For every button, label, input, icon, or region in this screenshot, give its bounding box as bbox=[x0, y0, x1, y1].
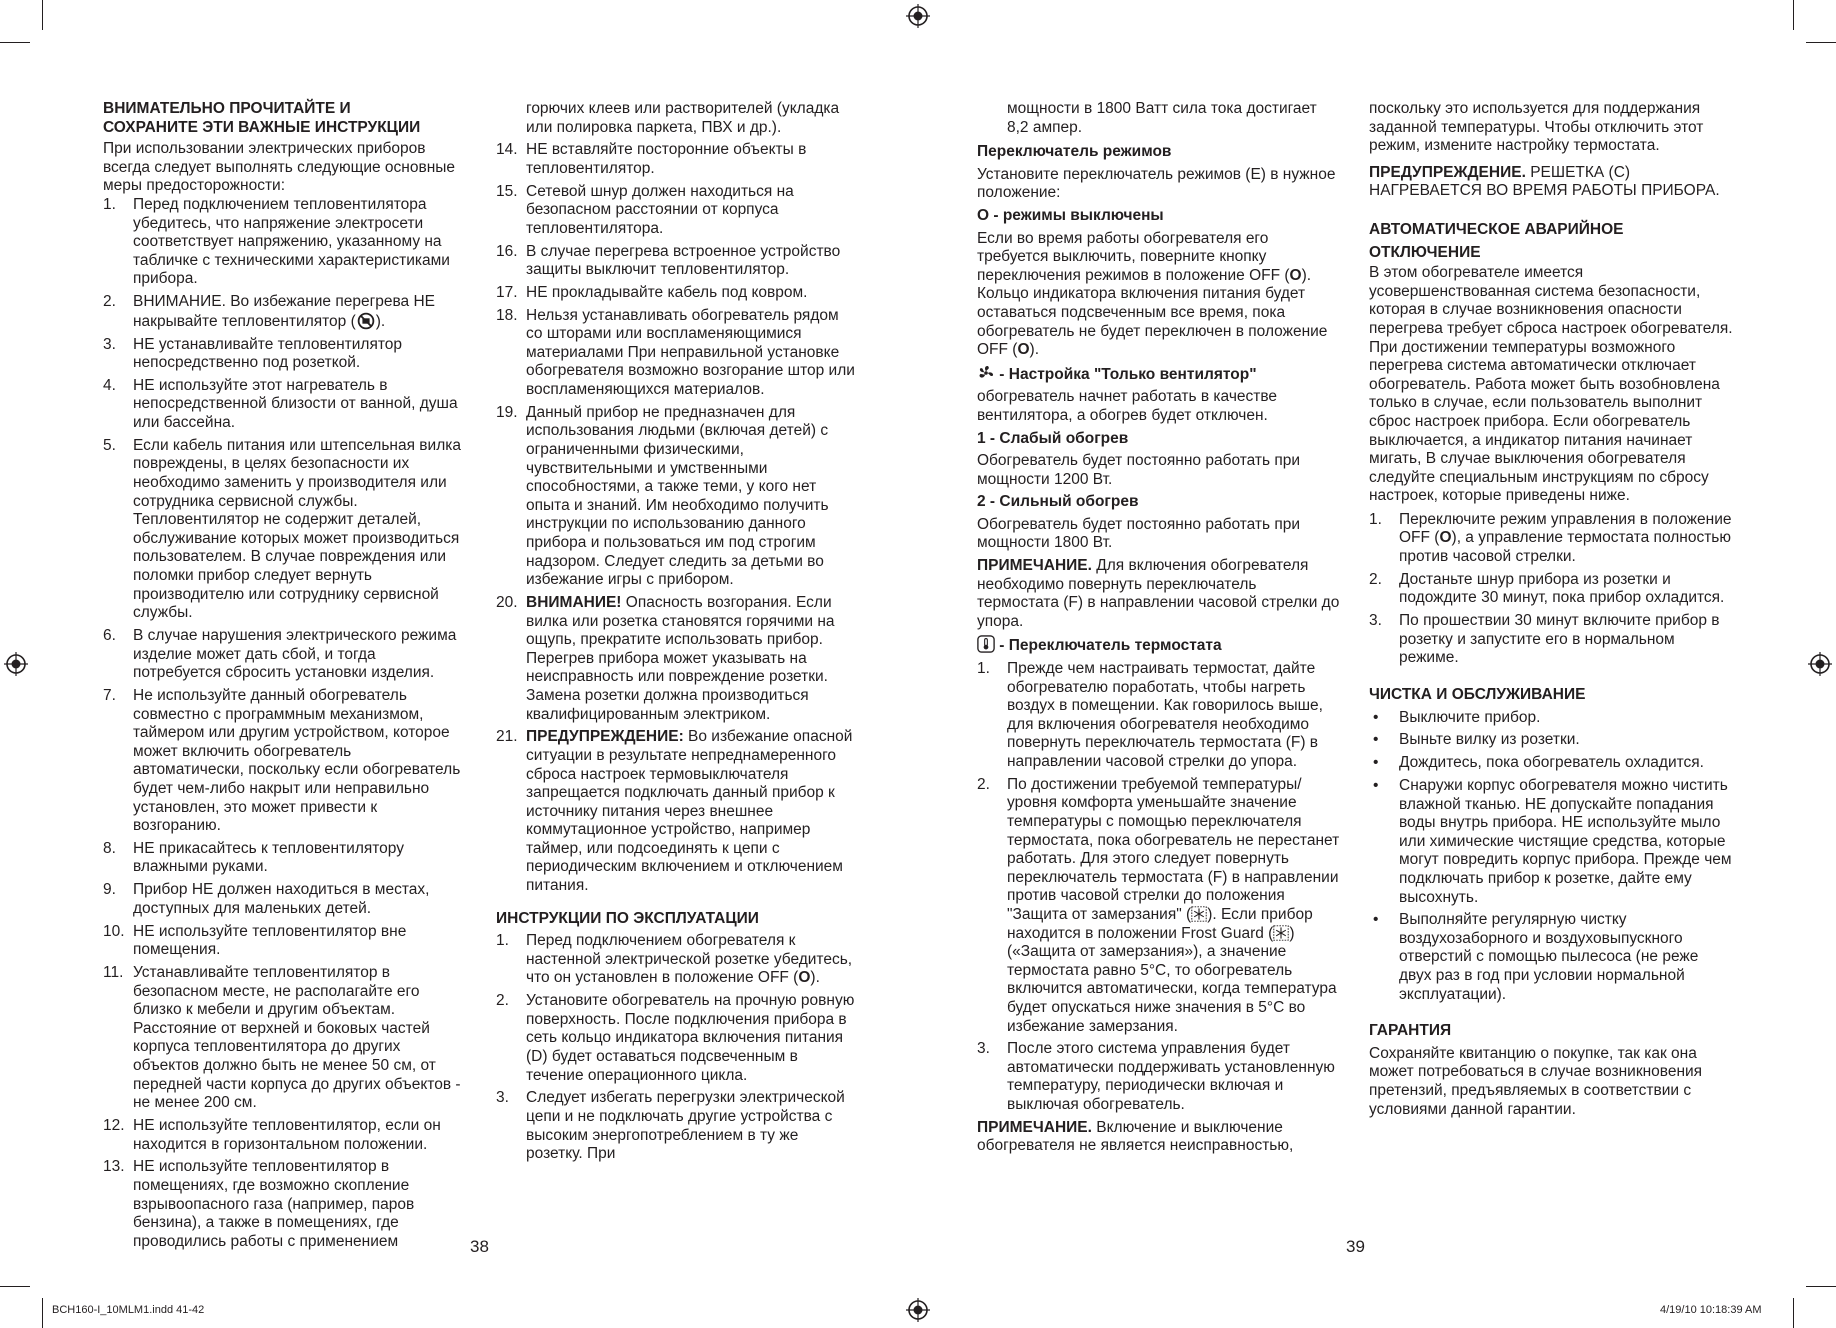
footer-timestamp: 4/19/10 10:18:39 AM bbox=[1660, 1304, 1762, 1316]
subsection-title: 1 - Слабый обогрев bbox=[977, 429, 1129, 447]
list-item: 3. НЕ устанавливайте тепловентилятор непосредственно под розеткой. bbox=[103, 335, 403, 372]
paragraph: Если во время работы обогревателя его требуется выключить, поверните кнопку переключения режимов в положение OFF (O). Кольцо индикатора включения питания будет оставаться подсвеченным все время, пока обогреватель не будет переключен в положение OFF (O). bbox=[977, 229, 1328, 359]
list-item: • Выньте вилку из розетки. bbox=[1373, 731, 1580, 749]
crop-mark bbox=[0, 1286, 30, 1287]
list-item: 1. Прежде чем настраивать термостат, дайте обогревателю поработать, чтобы нагреть воздух в помещении. Как говорилось выше, для включения обогревателя необходимо повернуть переключатель термостата (F) в направлении часовой стрелки до упора. bbox=[977, 660, 1323, 770]
safety-list bbox=[103, 196, 465, 1251]
crop-mark bbox=[1806, 1286, 1836, 1287]
list-item: 2. Достаньте шнур прибора из розетки и подождите 30 минут, пока прибор охладится. bbox=[1369, 570, 1725, 607]
list-item: 9. Прибор НЕ должен находиться в местах, доступных для маленьких детей. bbox=[103, 881, 430, 917]
note: ПРИМЕЧАНИЕ. Для включения обогревателя необходимо повернуть переключатель термостата (F) в направлении часовой стрелки до упора. bbox=[977, 557, 1340, 630]
column-2 bbox=[496, 100, 858, 1168]
list-item: • Выполняйте регулярную чистку воздухозаборного и воздуховыпускного отверстий с помощью пылесоса (не реже двух раз в год при условии нормальной эксплуатации). bbox=[1373, 911, 1699, 1003]
reset-list bbox=[1369, 511, 1733, 668]
crop-mark bbox=[1793, 0, 1794, 30]
list-item: 2. Установите обогреватель на прочную ровную поверхность. После подключения прибора в сеть кольцо индикатора включения питания (D) будет оставаться подсвеченным в течение операционного цикла. bbox=[496, 992, 855, 1084]
list-item: 14. НЕ вставляйте посторонние объекты в тепловентилятор. bbox=[496, 141, 807, 177]
registration-mark-icon bbox=[1808, 652, 1832, 676]
list-item: • Снаружи корпус обогревателя можно чистить влажной тканью. НЕ допускайте попадания воды внутрь прибора. НЕ используйте мыло или химические чистящие средства, которые могут повредить корпус прибора. Прежде чем подключать прибор к розетке, дайте ему высохнуть. bbox=[1373, 776, 1732, 906]
fan-icon bbox=[977, 364, 995, 382]
paragraph: В этом обогревателе имеется усовершенствованная система безопасности, которая в случае возникновения опасности перегрева требует сброса настроек обогревателя. При достижении температуры возможного перегрева система автоматически отключает обогреватель. Работа может быть возобновлена только в случае, если пользователь выполнит сброс настроек прибора. Если обогреватель выключается, а индикатор питания начинает мигать, В случае выключения обогревателя следуйте специальным инструкциям по сбросу настроек, которые приведены ниже. bbox=[1369, 264, 1733, 505]
section-title: СОХРАНИТЕ ЭТИ ВАЖНЫЕ ИНСТРУКЦИИ bbox=[103, 118, 421, 136]
section-title: ОТКЛЮЧЕНИЕ bbox=[1369, 243, 1481, 261]
paragraph: Обогреватель будет постоянно работать при мощности 1200 Вт. bbox=[977, 452, 1301, 488]
paragraph: Сохраняйте квитанцию о покупке, так как она может потребоваться в случае возникновения претензий, предъявляемых в соответствии с условиями данной гарантии. bbox=[1369, 1044, 1703, 1118]
section-title: ВНИМАТЕЛЬНО ПРОЧИТАЙТЕ И bbox=[103, 100, 351, 117]
page-number-right: 39 bbox=[1346, 1237, 1365, 1256]
footer-file-name: BCH160-I_10MLM1.indd 41-42 bbox=[52, 1304, 205, 1316]
subsection-title: - Настройка "Только вентилятор" bbox=[977, 364, 1341, 385]
subsection-title: O - режимы выключены bbox=[977, 206, 1164, 224]
list-item: 3. Следует избегать перегрузки электрической цепи и не подключать другие устройства с высоким энергопотреблением в ту же розетку. При bbox=[496, 1089, 845, 1163]
cleaning-list bbox=[1369, 709, 1733, 1005]
do-not-cover-icon bbox=[356, 312, 376, 330]
paragraph: поскольку это используется для поддержания заданной температуры. Чтобы отключить этот режим, измените настройку термостата. bbox=[1369, 100, 1704, 155]
crop-mark bbox=[0, 42, 30, 43]
list-item: 1. Переключите режим управления в положение OFF (O), а управление термостата полностью против часовой стрелки. bbox=[1369, 510, 1732, 566]
registration-mark-icon bbox=[4, 652, 28, 676]
crop-mark bbox=[42, 1298, 43, 1328]
section-title: АВТОМАТИЧЕСКОЕ АВАРИЙНОЕ bbox=[1369, 220, 1624, 238]
list-item: 2. ВНИМАНИЕ. Во избежание перегрева НЕ накрывайте тепловентилятор ( ). bbox=[103, 293, 436, 330]
list-item: 20. ВНИМАНИЕ! Опасность возгорания. Если вилка или розетка становятся горячими на ощупь, прекратите использовать прибор. Перегрев прибора может указывать на неисправность или повреждение розетки. Замена розетки должна производиться квалифицированным электриком. bbox=[496, 593, 835, 723]
paragraph: Установите переключатель режимов (E) в нужное положение: bbox=[977, 165, 1336, 202]
page-number-left: 38 bbox=[470, 1237, 489, 1256]
operation-list bbox=[496, 932, 858, 1164]
list-item: 15. Сетевой шнур должен находиться на безопасном расстоянии от корпуса тепловентилятора. bbox=[496, 182, 794, 237]
list-item: 13. НЕ используйте тепловентилятор в помещениях, где возможно скопление взрывоопасного газа (например, паров бензина), а также в помещениях, где проводились работы с применением bbox=[103, 1158, 415, 1250]
section-title: ГАРАНТИЯ bbox=[1369, 1022, 1452, 1040]
thermostat-icon bbox=[977, 635, 995, 653]
note: ПРИМЕЧАНИЕ. Включение и выключение обогревателя не является неисправностью, bbox=[977, 1118, 1294, 1155]
safety-list bbox=[496, 141, 858, 895]
list-item: 8. НЕ прикасайтесь к тепловентилятору влажными руками. bbox=[103, 839, 405, 876]
frost-guard-icon bbox=[1273, 925, 1289, 941]
list-item: • Дождитесь, пока обогреватель охладится. bbox=[1373, 754, 1704, 772]
list-item: 10. НЕ используйте тепловентилятор вне помещения. bbox=[103, 922, 407, 959]
registration-mark-icon bbox=[906, 1298, 930, 1322]
crop-mark bbox=[1806, 42, 1836, 43]
section-title: ИНСТРУКЦИИ ПО ЭКСПЛУАТАЦИИ bbox=[496, 909, 759, 927]
list-item-continuation: мощности в 1800 Ватт сила тока достигает 8,2 ампер. bbox=[1007, 100, 1317, 136]
subsection-title: Переключатель режимов bbox=[977, 143, 1172, 161]
column-3 bbox=[977, 100, 1341, 1160]
list-item: 1. Перед подключением обогревателя к настенной электрической розетке убедитесь, что он установлен в положение OFF (O). bbox=[496, 932, 853, 987]
list-item: 16. В случае перегрева встроенное устройство защиты выключит тепловентилятор. bbox=[496, 242, 841, 279]
list-item: 3. По прошествии 30 минут включите прибор в розетку и запустите его в нормальном режиме. bbox=[1369, 612, 1720, 667]
column-4 bbox=[1369, 100, 1733, 1123]
paragraph: Обогреватель будет постоянно работать при мощности 1800 Вт. bbox=[977, 515, 1301, 552]
section-title: ЧИСТКА И ОБСЛУЖИВАНИЕ bbox=[1369, 686, 1586, 703]
thermostat-list bbox=[977, 660, 1341, 1115]
list-item: 2. По достижении требуемой температуры/уровня комфорта уменьшайте значение температуры с помощью переключателя термостата, пока обогреватель не перестанет работать. Для этого следует повернуть переключатель термостата (F) в направлении против часовой стрелки до положения "Защита от замерзания" ( ). Если прибор находится в положении Frost Guard ( ) («Защита от замерзания»), а значение термостата равно 5°C, то обогреватель включится автоматически, когда температура будет опускаться ниже значения в 5°C во избежание замерзания. bbox=[977, 775, 1340, 1035]
list-item-continuation: горючих клеев или растворителей (укладка или полировка паркета, ПВХ и др.). bbox=[526, 100, 840, 136]
intro-text: При использовании электрических приборов всегда следует выполнять следующие основные меры предосторожности: bbox=[103, 140, 456, 195]
crop-mark bbox=[1793, 1298, 1794, 1328]
list-item: 6. В случае нарушения электрического режима изделие может дать сбой, и тогда потребуется сбросить установки изделия. bbox=[103, 626, 457, 682]
crop-mark bbox=[42, 0, 43, 30]
list-item: 4. НЕ используйте этот нагреватель в непосредственной близости от ванной, душа или бассейна. bbox=[103, 376, 458, 432]
list-item: 1. Перед подключением тепловентилятора убедитесь, что напряжение электросети соответствует напряжению, указанному на табличке с техническими характеристиками прибора. bbox=[103, 195, 450, 288]
subsection-title: 2 - Сильный обогрев bbox=[977, 493, 1139, 511]
list-item: 11. Устанавливайте тепловентилятор в безопасном месте, не располагайте его близко к мебели и другим объектам. Расстояние от верхней и боковых частей корпуса тепловентилятора до других объектов должно быть не менее 50 см, от передней части корпуса до других объектов - не менее 200 см. bbox=[103, 964, 461, 1112]
list-item: 19. Данный прибор не предназначен для использования людьми (включая детей) с ограниченными физическими, чувствительными и умственными способностями, а также теми, у кого нет опыта и знаний. Им необходимо получить инструкции по использованию данного прибора и пользоваться им под строгим надзором. Следует следить за детьми во избежание игры с прибором. bbox=[496, 403, 829, 589]
list-item: 3. После этого система управления будет автоматически поддерживать установленную температуру, периодически включая и выключая обогреватель. bbox=[977, 1040, 1335, 1114]
list-item: 12. НЕ используйте тепловентилятор, если он находится в горизонтальном положении. bbox=[103, 1116, 441, 1153]
warning: ПРЕДУПРЕЖДЕНИЕ. РЕШЕТКА (C) НАГРЕВАЕТСЯ ВО ВРЕМЯ РАБОТЫ ПРИБОРА. bbox=[1369, 163, 1720, 200]
frost-guard-icon bbox=[1191, 906, 1207, 922]
list-item: 21. ПРЕДУПРЕЖДЕНИЕ: Во избежание опасной ситуации в результате непреднамеренного сброса настроек термовыключателя запрещается подключать данный прибор к источнику питания через внешнее коммутационное устройство, например таймер, или подсоединять к цепи с периодическим включением и отключением питания. bbox=[496, 728, 853, 895]
list-item: 18. Нельзя устанавливать обогреватель рядом со шторами или воспламеняющимися материалами При неправильной установке обогревателя возможно возгорание штор или воспламеняющихся материалов. bbox=[496, 306, 855, 399]
subsection-title: - Переключатель термостата bbox=[977, 635, 1341, 656]
paragraph: обогреватель начнет работать в качестве вентилятора, а обогрев будет отключен. bbox=[977, 388, 1278, 424]
list-item: 5. Если кабель питания или штепсельная вилка повреждены, в целях безопасности их необходимо заменить у производителя или сотрудника сервисной службы. Тепловентилятор не содержит деталей, обслуживание которых может производиться пользователем. В случае повреждения или поломки прибор следует вернуть производителю или сотруднику сервисной службы. bbox=[103, 436, 461, 622]
list-item: • Выключите прибор. bbox=[1373, 708, 1541, 726]
list-item: 17. НЕ прокладывайте кабель под ковром. bbox=[496, 283, 808, 301]
column-1 bbox=[103, 100, 465, 1255]
list-item: 7. Не используйте данный обогреватель совместно с программным механизмом, таймером или другим устройством, которое может включить обогреватель автоматически, поскольку если обогреватель будет чем-либо накрыт или неправильно установлен, это может привести к возгоранию. bbox=[103, 686, 461, 835]
registration-mark-icon bbox=[906, 4, 930, 28]
